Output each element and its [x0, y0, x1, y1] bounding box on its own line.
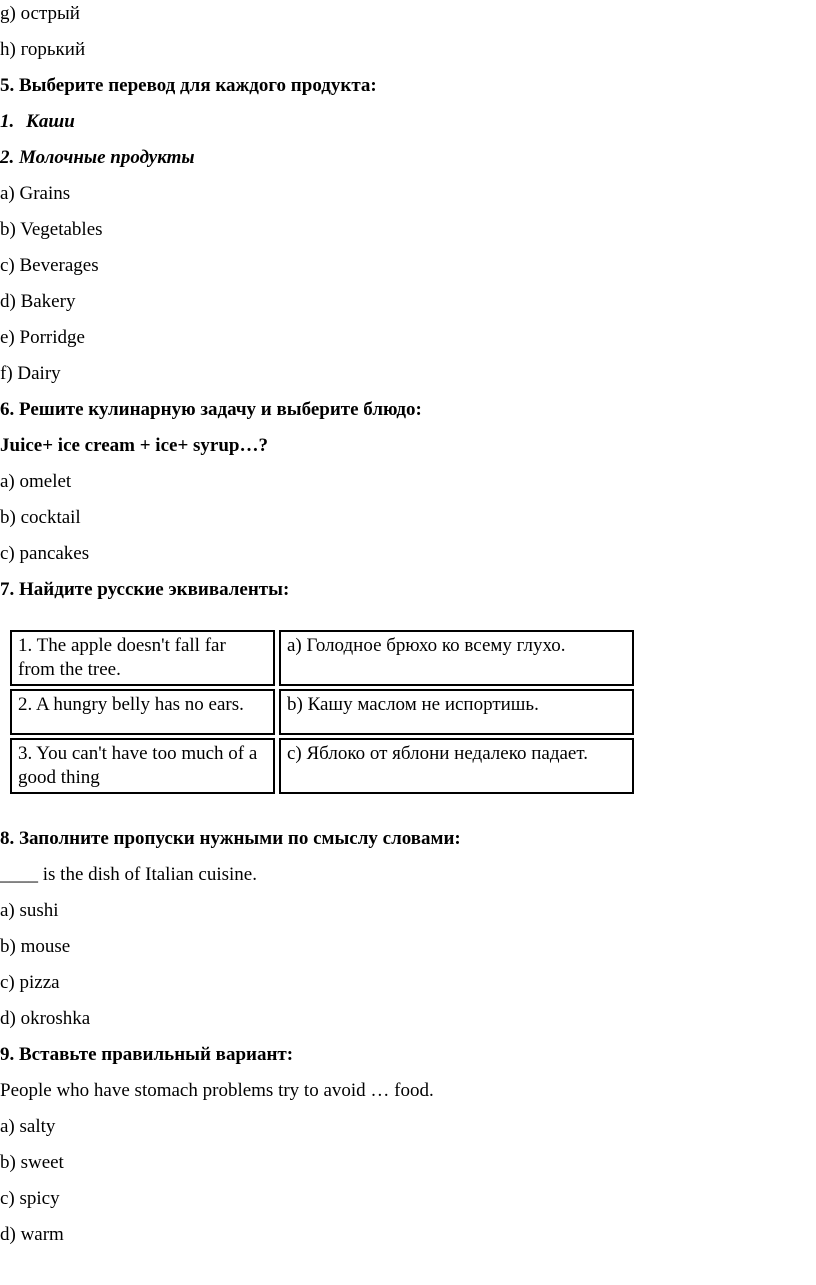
question-6-title: 6. Решите кулинарную задачу и выберите блюдо: [0, 399, 422, 420]
question-8-sentence: ____ is the dish of Italian cuisine. [0, 864, 257, 885]
q8-option-b: b) mouse [0, 936, 71, 957]
q8-option-c: c) pizza [0, 972, 60, 993]
q5-item-1 [0, 110, 75, 134]
equivalents-table [6, 627, 638, 797]
q5-option-f: f) Dairy [0, 363, 61, 384]
q9-option-c: c) spicy [0, 1188, 60, 1209]
question-5-title: 5. Выберите перевод для каждого продукта: [0, 75, 377, 96]
q6-option-b: b) cocktail [0, 507, 81, 528]
question-9-sentence: People who have stomach problems try to avoid … food. [0, 1080, 434, 1101]
table-cell-russian: b) Кашу маслом не испортишь. [279, 689, 634, 735]
table-row [10, 630, 634, 686]
q5-item-2-text: Молочные продукты [19, 147, 195, 168]
q5-item-1-num: 1. [0, 111, 15, 132]
q5-option-b: b) Vegetables [0, 219, 103, 240]
q8-option-a: a) sushi [0, 900, 59, 921]
q5-item-2 [0, 146, 195, 170]
q9-option-d: d) warm [0, 1224, 64, 1245]
q6-option-a: a) omelet [0, 471, 72, 492]
q5-option-d: d) Bakery [0, 291, 76, 312]
option-h: h) горький [0, 39, 86, 60]
q5-item-1-text: Каши [26, 111, 75, 132]
q9-option-a: a) salty [0, 1116, 56, 1137]
q5-item-2-num: 2. [0, 147, 15, 168]
question-6-prompt: Juice+ ice cream + ice+ syrup…? [0, 435, 268, 456]
q5-option-e: e) Porridge [0, 327, 85, 348]
question-7-title: 7. Найдите русские эквиваленты: [0, 579, 290, 600]
question-8-title: 8. Заполните пропуски нужными по смыслу словами: [0, 828, 461, 849]
option-g: g) острый [0, 3, 80, 24]
table-cell-russian: c) Яблоко от яблони недалеко падает. [279, 738, 634, 794]
q6-option-c: c) pancakes [0, 543, 90, 564]
table-cell-russian: a) Голодное брюхо ко всему глухо. [279, 630, 634, 686]
table-row [10, 738, 634, 794]
table-cell-english: 1. The apple doesn't fall far from the tree. [10, 630, 275, 686]
table-row [10, 689, 634, 735]
q8-option-d: d) okroshka [0, 1008, 91, 1029]
question-9-title: 9. Вставьте правильный вариант: [0, 1044, 294, 1065]
q5-option-a: a) Grains [0, 183, 71, 204]
q9-option-b: b) sweet [0, 1152, 64, 1173]
table-cell-english: 3. You can't have too much of a good thing [10, 738, 275, 794]
q5-option-c: c) Beverages [0, 255, 99, 276]
table-cell-english: 2. A hungry belly has no ears. [10, 689, 275, 735]
